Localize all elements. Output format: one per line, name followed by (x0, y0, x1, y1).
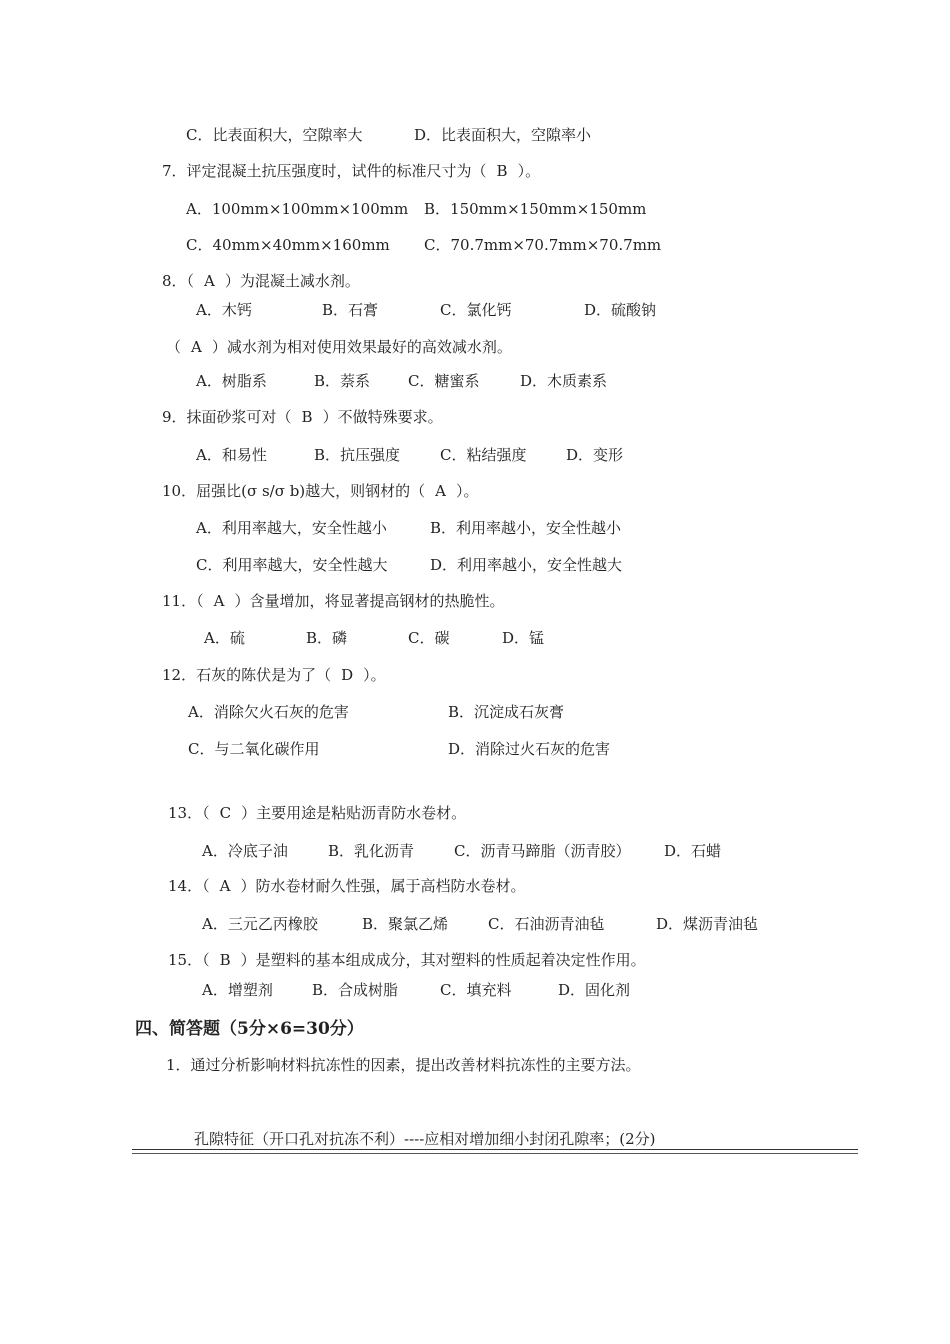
q13-option-a: A．冷底子油 (202, 842, 288, 860)
q11-option-b: B．磷 (306, 629, 348, 647)
q11-stem (162, 591, 504, 611)
q7-stem (162, 161, 540, 181)
q6-option-c: C．比表面积大，空隙率大 (186, 126, 363, 144)
q7-stem-pre: 7．评定混凝土抗压强度时，试件的标准尺寸为（ (162, 162, 487, 180)
q15-answer: B (219, 951, 231, 969)
q8-stem-post: ）为混凝土减水剂。 (224, 272, 360, 290)
q8-option-b: B．石膏 (322, 301, 379, 319)
divider-line (132, 1149, 858, 1150)
q8-answer: A (204, 272, 215, 290)
q14-option-c: C．石油沥青油毡 (488, 915, 605, 933)
q14-option-b: B．聚氯乙烯 (362, 915, 449, 933)
q14-stem-pre: 14．（ (168, 877, 210, 895)
q15-option-a: A．增塑剂 (202, 981, 273, 999)
q15-option-c: C．填充料 (440, 981, 512, 999)
q11-stem-post: ）含量增加，将显著提高钢材的热脆性。 (234, 592, 505, 610)
q8-stem-pre: 8．（ (162, 272, 195, 290)
q11-answer: A (213, 592, 225, 610)
q6-option-d: D．比表面积大，空隙率小 (414, 126, 592, 144)
q8-option-c: C．氯化钙 (440, 301, 512, 319)
q15-stem-post: ）是塑料的基本组成成分，其对塑料的性质起着决定性作用。 (240, 951, 646, 969)
q13-answer: C (219, 804, 232, 822)
q13-stem-post: ）主要用途是粘贴沥青防水卷材。 (241, 804, 467, 822)
q9-option-c: C．粘结强度 (440, 446, 527, 464)
q8b-option-b: B．萘系 (314, 372, 371, 390)
q12-stem (162, 665, 386, 685)
q11-option-d: D．锰 (502, 629, 545, 647)
q14-option-d: D．煤沥青油毡 (656, 915, 759, 933)
q9-stem-post: ）不做特殊要求。 (322, 408, 443, 426)
q10-stem-pre: 10．屈强比(σ s/σ b)越大，则钢材的（ (162, 482, 426, 500)
q9-stem (162, 407, 443, 427)
q8b-answer: A (191, 338, 202, 356)
q8b-option-c: C．糖蜜系 (408, 372, 480, 390)
q13-option-d: D．石蜡 (664, 842, 722, 860)
q8-stem (162, 271, 360, 291)
q8-option-a: A．木钙 (196, 301, 252, 319)
q7-option-c: C．40mm×40mm×160mm (186, 236, 390, 254)
q8b-stem-pre: （ (166, 338, 182, 356)
q13-option-b: B．乳化沥青 (328, 842, 415, 860)
q9-option-d: D．变形 (566, 446, 624, 464)
q7-answer: B (496, 162, 508, 180)
q8-option-d: D．硫酸钠 (584, 301, 657, 319)
q12-option-b: B．沉淀成石灰膏 (448, 703, 565, 721)
q9-option-b: B．抗压强度 (314, 446, 401, 464)
q13-option-c: C．沥青马蹄脂（沥青胶） (454, 842, 631, 860)
q10-stem (162, 481, 479, 501)
q10-option-c: C．利用率越大，安全性越大 (196, 556, 388, 574)
q10-option-d: D．利用率越小，安全性越大 (430, 556, 623, 574)
q7-stem-post: ）。 (517, 162, 541, 180)
q10-stem-post: ）。 (456, 482, 479, 500)
q10-answer: A (435, 482, 447, 500)
section-heading: 四、简答题（5分×6=30分） (135, 1019, 364, 1039)
q8b-option-d: D．木质素系 (520, 372, 608, 390)
q12-option-d: D．消除过火石灰的危害 (448, 740, 611, 758)
q15-option-d: D．固化剂 (558, 981, 631, 999)
q12-stem-post: ）。 (363, 666, 386, 684)
q9-answer: B (301, 408, 313, 426)
short-answer-question-1: 1．通过分析影响材料抗冻性的因素，提出改善材料抗冻性的主要方法。 (166, 1056, 641, 1074)
q12-option-a: A．消除欠火石灰的危害 (188, 703, 349, 721)
q8b-option-a: A．树脂系 (196, 372, 267, 390)
q10-option-b: B．利用率越小，安全性越小 (430, 519, 622, 537)
q15-option-b: B．合成树脂 (312, 981, 399, 999)
q12-option-c: C．与二氧化碳作用 (188, 740, 320, 758)
q15-stem-pre: 15．（ (168, 951, 210, 969)
divider-line-secondary (132, 1153, 858, 1154)
q9-stem-pre: 9．抹面砂浆可对（ (162, 408, 292, 426)
q10-option-a: A．利用率越大，安全性越小 (196, 519, 387, 537)
answer-text: 孔隙特征（开口孔对抗冻不利）----应相对增加细小封闭孔隙率；(2分) (194, 1130, 656, 1148)
q12-stem-pre: 12．石灰的陈伏是为了（ (162, 666, 332, 684)
q15-stem (168, 950, 646, 970)
q7-option-b: B．150mm×150mm×150mm (424, 200, 647, 218)
q9-option-a: A．和易性 (196, 446, 267, 464)
q8b-stem (166, 337, 512, 357)
q14-option-a: A．三元乙丙橡胶 (202, 915, 318, 933)
q8b-stem-post: ）减水剂为相对使用效果最好的高效减水剂。 (211, 338, 512, 356)
q11-option-a: A．硫 (204, 629, 245, 647)
q12-answer: D (341, 666, 354, 684)
q11-option-c: C．碳 (408, 629, 450, 647)
q13-stem (168, 803, 466, 823)
q14-stem-post: ）防水卷材耐久性强，属于高档防水卷材。 (240, 877, 526, 895)
q14-answer: A (219, 877, 231, 895)
q7-option-a: A．100mm×100mm×100mm (186, 200, 409, 218)
q11-stem-pre: 11．（ (162, 592, 204, 610)
q14-stem (168, 876, 525, 896)
q13-stem-pre: 13．（ (168, 804, 210, 822)
q7-option-d: C．70.7mm×70.7mm×70.7mm (424, 236, 662, 254)
